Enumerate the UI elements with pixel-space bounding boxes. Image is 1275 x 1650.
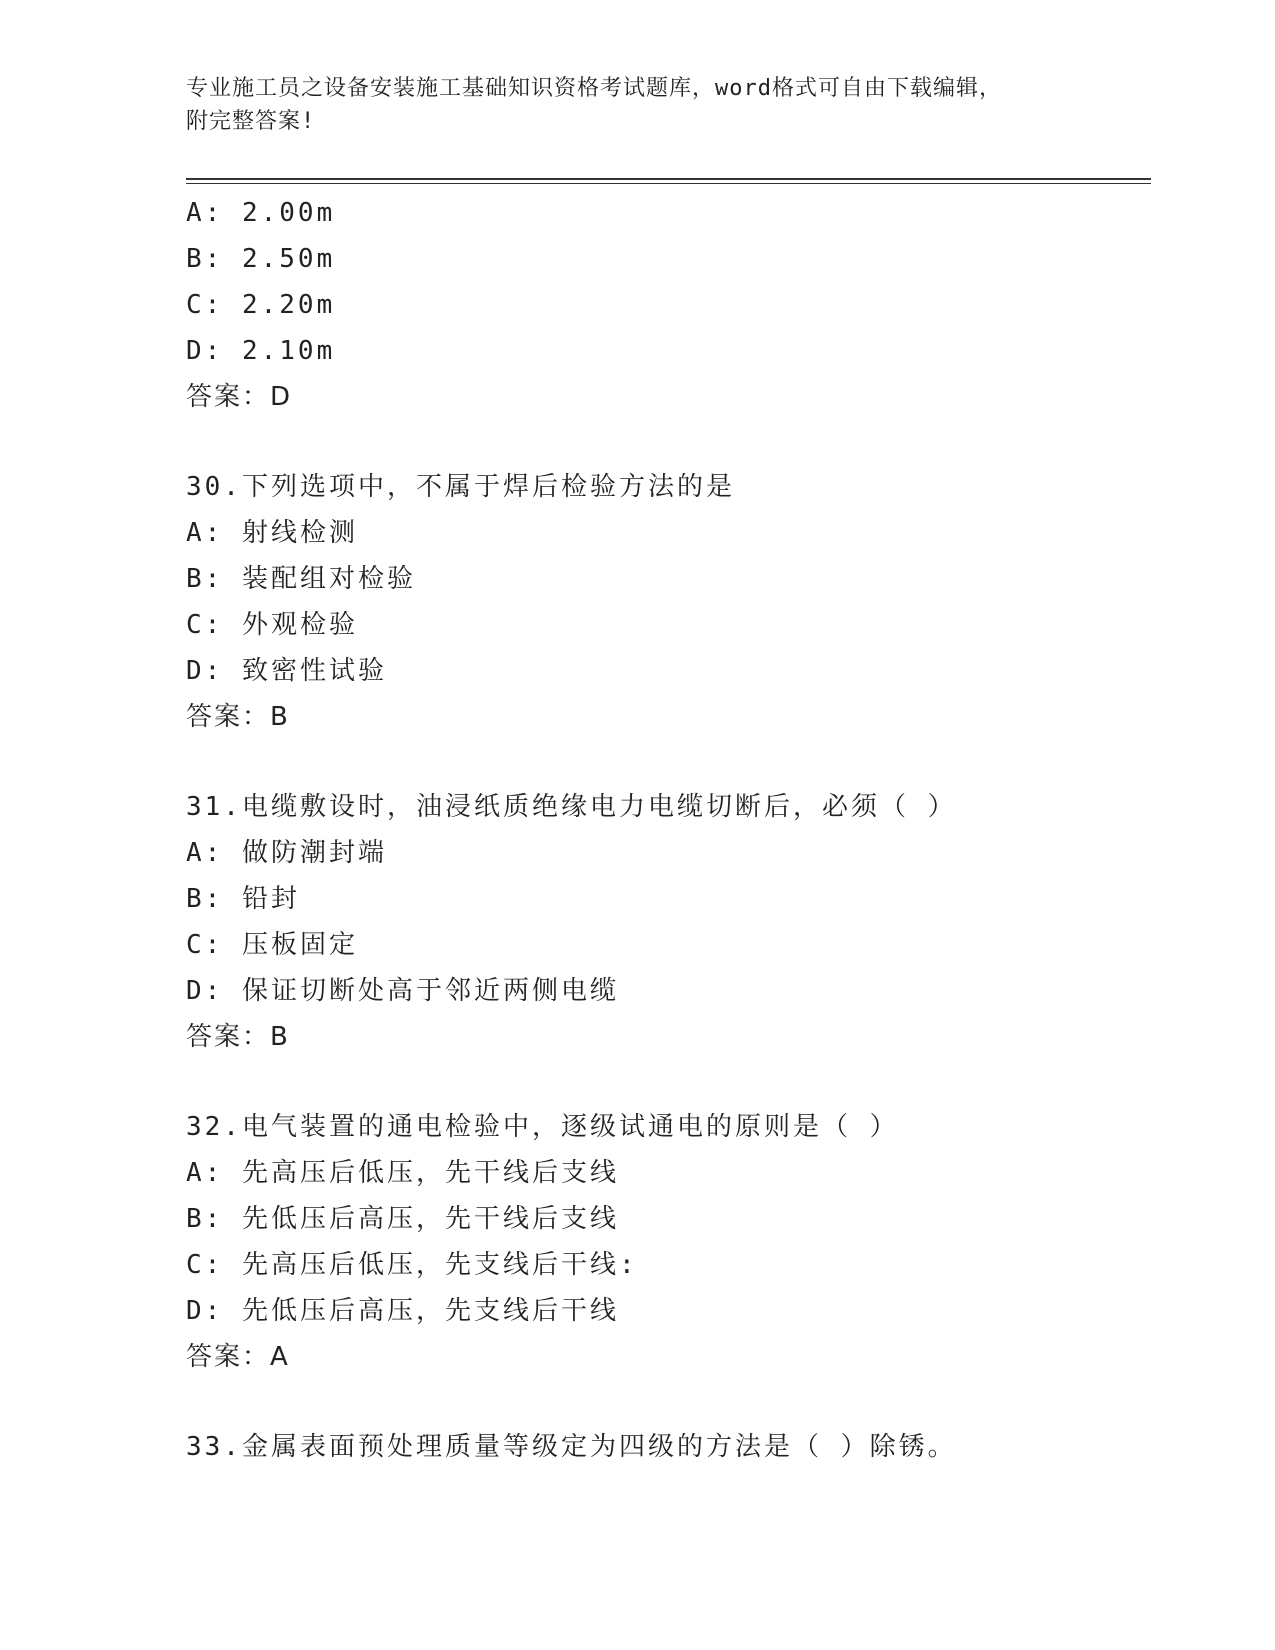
spacer bbox=[186, 420, 1151, 464]
answer-line: 答案：D bbox=[186, 382, 293, 412]
option-a: A: 先高压后低压，先干线后支线 bbox=[186, 1158, 619, 1188]
header-divider-thin bbox=[186, 183, 1151, 184]
header-divider-thick bbox=[186, 178, 1151, 180]
option-b: B: 2.50m bbox=[186, 244, 336, 274]
answer-line: 答案：A bbox=[186, 1342, 290, 1372]
option-d: D: 致密性试验 bbox=[186, 656, 387, 686]
option-a: A: 做防潮封端 bbox=[186, 838, 387, 868]
option-a: A: 射线检测 bbox=[186, 518, 358, 548]
spacer bbox=[186, 1380, 1151, 1424]
header-line-2: 附完整答案! bbox=[186, 109, 316, 134]
header-line-1: 专业施工员之设备安装施工基础知识资格考试题库，word格式可自由下载编辑， bbox=[186, 76, 1002, 101]
question-title: 32.电气装置的通电检验中，逐级试通电的原则是（ ） bbox=[186, 1112, 899, 1142]
option-c: C: 压板固定 bbox=[186, 930, 358, 960]
option-b: B: 装配组对检验 bbox=[186, 564, 416, 594]
question-block-32 bbox=[186, 1104, 1151, 1380]
option-b: B: 先低压后高压，先干线后支线 bbox=[186, 1204, 619, 1234]
option-c: C: 先高压后低压，先支线后干线: bbox=[186, 1250, 638, 1280]
question-list bbox=[186, 190, 1151, 1470]
question-block-33 bbox=[186, 1424, 1151, 1470]
option-d: D: 先低压后高压，先支线后干线 bbox=[186, 1296, 619, 1326]
option-d: D: 2.10m bbox=[186, 336, 336, 366]
question-block-30 bbox=[186, 464, 1151, 740]
answer-line: 答案：B bbox=[186, 1022, 290, 1052]
option-b: B: 铅封 bbox=[186, 884, 300, 914]
question-block-31 bbox=[186, 784, 1151, 1060]
question-title: 30.下列选项中，不属于焊后检验方法的是 bbox=[186, 472, 735, 502]
document-header bbox=[186, 72, 1086, 138]
question-title: 33.金属表面预处理质量等级定为四级的方法是（ ）除锈。 bbox=[186, 1432, 957, 1462]
option-c: C: 外观检验 bbox=[186, 610, 358, 640]
answer-line: 答案：B bbox=[186, 702, 290, 732]
question-block-29 bbox=[186, 190, 1151, 420]
option-a: A: 2.00m bbox=[186, 198, 336, 228]
option-c: C: 2.20m bbox=[186, 290, 336, 320]
spacer bbox=[186, 1060, 1151, 1104]
question-title: 31.电缆敷设时，油浸纸质绝缘电力电缆切断后，必须（ ） bbox=[186, 792, 957, 822]
spacer bbox=[186, 740, 1151, 784]
option-d: D: 保证切断处高于邻近两侧电缆 bbox=[186, 976, 619, 1006]
